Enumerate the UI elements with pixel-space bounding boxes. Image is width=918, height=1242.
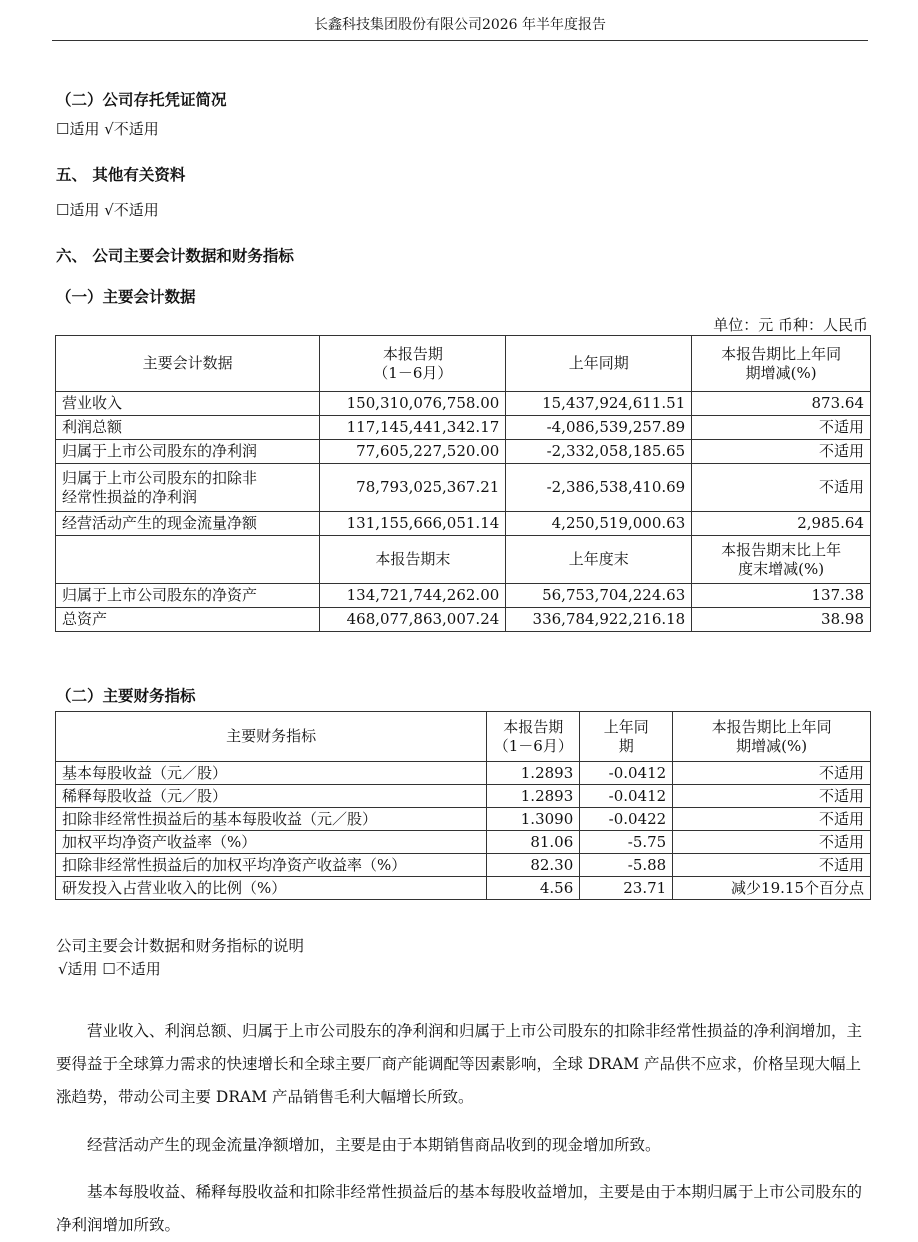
row-label: 归属于上市公司股东的扣除非 经常性损益的净利润 <box>56 464 320 512</box>
current-value: 468,077,863,007.24 <box>320 608 506 632</box>
table-row <box>56 608 871 632</box>
table-row <box>56 762 871 785</box>
current-value: 77,605,227,520.00 <box>320 440 506 464</box>
header-cell: 本报告期比上年同 期增减(%) <box>673 712 871 762</box>
current-value: 1.3090 <box>487 808 580 831</box>
prior-value: 56,753,704,224.63 <box>506 584 692 608</box>
depository-checkbox: ☐适用 √不适用 <box>56 120 159 138</box>
row-label: 总资产 <box>56 608 320 632</box>
table-row <box>56 416 871 440</box>
current-value: 117,145,441,342.17 <box>320 416 506 440</box>
prior-value: -2,332,058,185.65 <box>506 440 692 464</box>
table-row <box>56 808 871 831</box>
row-label: 扣除非经常性损益后的加权平均净资产收益率（%） <box>56 854 487 877</box>
row-label: 归属于上市公司股东的净利润 <box>56 440 320 464</box>
explanation-paragraph-3: 基本每股收益、稀释每股收益和扣除非经常性损益后的基本每股收益增加，主要是由于本期归属于上市公司股东的净利润增加所致。 <box>56 1183 863 1234</box>
table-header-row <box>56 712 871 762</box>
table-row <box>56 785 871 808</box>
prior-value: 336,784,922,216.18 <box>506 608 692 632</box>
header-cell <box>56 536 320 584</box>
table-header-row <box>56 336 871 392</box>
table-row <box>56 440 871 464</box>
prior-value: -0.0412 <box>580 785 673 808</box>
accounting-heading: （一）主要会计数据 <box>56 287 196 306</box>
current-value: 1.2893 <box>487 762 580 785</box>
row-label: 基本每股收益（元／股） <box>56 762 487 785</box>
unit-label: 单位：元 币种：人民币 <box>713 316 868 334</box>
header-cell: 本报告期比上年同 期增减(%) <box>692 336 871 392</box>
table-row <box>56 831 871 854</box>
change-value: 不适用 <box>673 808 871 831</box>
prior-value: 23.71 <box>580 877 673 900</box>
prior-value: 15,437,924,611.51 <box>506 392 692 416</box>
row-label: 利润总额 <box>56 416 320 440</box>
change-value: 873.64 <box>692 392 871 416</box>
change-value: 38.98 <box>692 608 871 632</box>
current-value: 131,155,666,051.14 <box>320 512 506 536</box>
accounting-table <box>55 335 871 632</box>
row-label: 归属于上市公司股东的净资产 <box>56 584 320 608</box>
prior-value: -5.75 <box>580 831 673 854</box>
current-value: 150,310,076,758.00 <box>320 392 506 416</box>
change-value: 减少19.15个百分点 <box>673 877 871 900</box>
row-label: 研发投入占营业收入的比例（%） <box>56 877 487 900</box>
row-label: 加权平均净资产收益率（%） <box>56 831 487 854</box>
change-value: 不适用 <box>673 854 871 877</box>
table-row <box>56 854 871 877</box>
row-label: 经营活动产生的现金流量净额 <box>56 512 320 536</box>
header-cell: 本报告期末 <box>320 536 506 584</box>
header-cell: 本报告期 （1－6月） <box>487 712 580 762</box>
other-info-checkbox: ☐适用 √不适用 <box>56 201 159 219</box>
table-row <box>56 584 871 608</box>
header-cell: 上年同期 <box>506 336 692 392</box>
change-value: 不适用 <box>692 416 871 440</box>
current-value: 4.56 <box>487 877 580 900</box>
header-cell: 上年同 期 <box>580 712 673 762</box>
explanation-paragraph-1: 营业收入、利润总额、归属于上市公司股东的净利润和归属于上市公司股东的扣除非经常性损益的净利润增加，主要得益于全球算力需求的快速增长和全球主要厂商产能调配等因素影响，全球 DRAM 产品供不应求，价格呈现大幅上涨趋势，带动公司主要 DRAM 产品销售毛利大幅增长所致。 <box>56 1022 863 1106</box>
current-value: 82.30 <box>487 854 580 877</box>
row-label: 营业收入 <box>56 392 320 416</box>
change-value: 不适用 <box>673 762 871 785</box>
explanation-title: 公司主要会计数据和财务指标的说明 <box>56 937 305 955</box>
current-value: 1.2893 <box>487 785 580 808</box>
depository-heading: （二）公司存托凭证简况 <box>56 90 227 109</box>
current-value: 78,793,025,367.21 <box>320 464 506 512</box>
prior-value: -0.0422 <box>580 808 673 831</box>
prior-value: 4,250,519,000.63 <box>506 512 692 536</box>
table-row <box>56 392 871 416</box>
explanation-paragraph-2: 经营活动产生的现金流量净额增加，主要是由于本期销售商品收到的现金增加所致。 <box>87 1136 661 1154</box>
prior-value: -4,086,539,257.89 <box>506 416 692 440</box>
prior-value: -5.88 <box>580 854 673 877</box>
prior-value: -0.0412 <box>580 762 673 785</box>
table-row <box>56 877 871 900</box>
change-value: 不适用 <box>692 464 871 512</box>
financial-table <box>55 711 871 900</box>
row-label: 稀释每股收益（元／股） <box>56 785 487 808</box>
explanation-checkbox: √适用 ☐不适用 <box>58 960 161 978</box>
header-cell: 主要财务指标 <box>56 712 487 762</box>
row-label: 扣除非经常性损益后的基本每股收益（元／股） <box>56 808 487 831</box>
change-value: 不适用 <box>673 831 871 854</box>
section-six-heading: 六、 公司主要会计数据和财务指标 <box>56 246 294 265</box>
change-value: 137.38 <box>692 584 871 608</box>
prior-value: -2,386,538,410.69 <box>506 464 692 512</box>
table-header-row <box>56 536 871 584</box>
header-cell: 上年度末 <box>506 536 692 584</box>
current-value: 134,721,744,262.00 <box>320 584 506 608</box>
change-value: 2,985.64 <box>692 512 871 536</box>
change-value: 不适用 <box>692 440 871 464</box>
table-row <box>56 512 871 536</box>
header-cell: 主要会计数据 <box>56 336 320 392</box>
header-cell: 本报告期 （1－6月） <box>320 336 506 392</box>
change-value: 不适用 <box>673 785 871 808</box>
table-row <box>56 464 871 512</box>
current-value: 81.06 <box>487 831 580 854</box>
other-info-heading: 五、 其他有关资料 <box>56 165 186 184</box>
page-header: 长鑫科技集团股份有限公司2026 年半年度报告 <box>52 14 868 41</box>
header-cell: 本报告期末比上年 度末增减(%) <box>692 536 871 584</box>
financial-heading: （二）主要财务指标 <box>56 686 196 705</box>
